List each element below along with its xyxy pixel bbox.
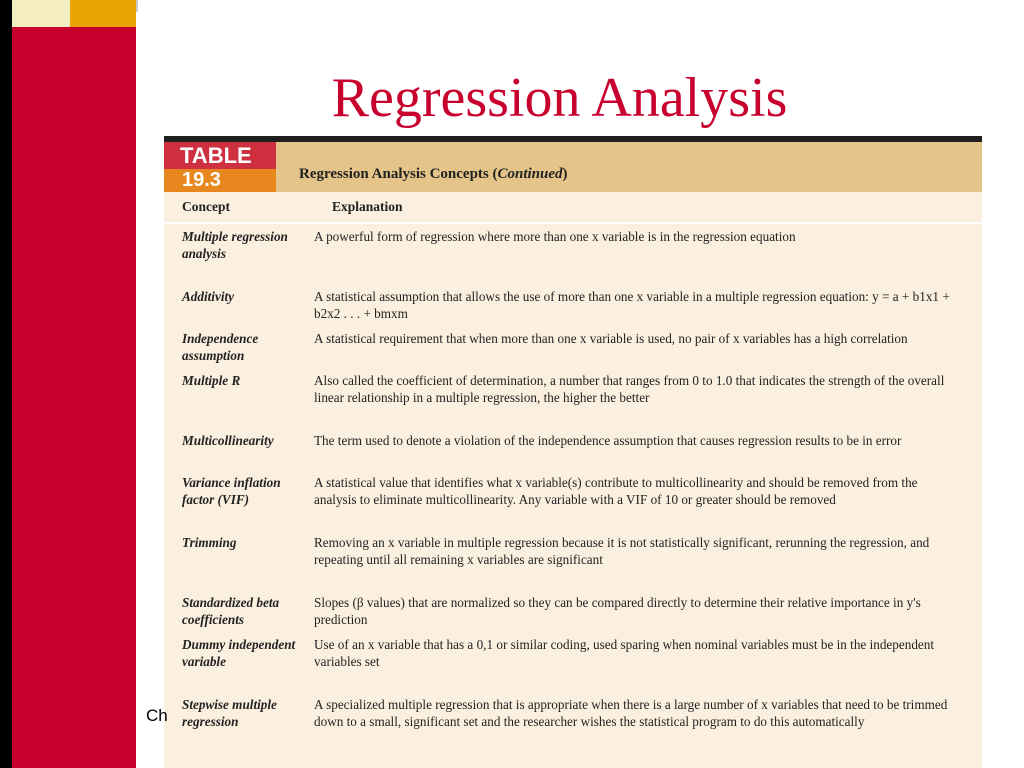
- column-headers: [164, 192, 982, 224]
- table-header: [164, 142, 982, 192]
- table-label-number: 19.3: [164, 169, 276, 192]
- concept-cell: Independence assumption: [182, 331, 259, 363]
- concept-cell: Standardized beta coefficients: [182, 595, 280, 627]
- concept-cell: Stepwise multiple regression: [182, 697, 277, 729]
- table-row: [164, 330, 982, 372]
- column-header-explanation: Explanation: [332, 199, 403, 214]
- explanation-cell: A specialized multiple regression that is appropriate when there is a large number of x variables that need to be trimmed down to a small, significant set and the researcher wishes the statistical program to do this automatically: [314, 697, 948, 729]
- table-caption: Regression Analysis Concepts (Continued): [299, 166, 568, 182]
- explanation-cell: A statistical requirement that when more than one x variable is used, no pair of x variables has a high correlation: [314, 331, 908, 346]
- corner-orange-block: [70, 0, 136, 27]
- corner-yellow-block: [12, 0, 70, 27]
- concept-table: [164, 136, 982, 768]
- concept-cell: Variance inflation factor (VIF): [182, 475, 281, 507]
- explanation-cell: Slopes (β values) that are normalized so they can be compared directly to determine their relative importance in y's prediction: [314, 595, 921, 627]
- explanation-cell: Use of an x variable that has a 0,1 or similar coding, used sparing when nominal variables must be in the independent variables set: [314, 637, 935, 669]
- column-header-concept: Concept: [182, 199, 230, 214]
- explanation-cell: A statistical value that identifies what x variable(s) contribute to multicollinearity and should be removed from the analysis to eliminate multicollinearity. Any variable with a VIF of 10 or greater should be removed: [314, 475, 918, 507]
- table-body: [164, 224, 982, 756]
- table-row: [164, 372, 982, 432]
- explanation-cell: Removing an x variable in multiple regression because it is not statistically significant, rerunning the regression, and repeating until all remaining x variables are significant: [314, 535, 930, 567]
- table-row: [164, 696, 982, 756]
- table-row: [164, 474, 982, 534]
- table-row: [164, 594, 982, 636]
- table-row: [164, 636, 982, 696]
- table-row: [164, 432, 982, 474]
- concept-cell: Dummy independent variable: [182, 637, 296, 669]
- table-row: [164, 534, 982, 594]
- divider-line: [136, 0, 138, 12]
- slide-title: Regression Analysis: [331, 67, 788, 129]
- table-row: [164, 288, 982, 330]
- explanation-cell: A powerful form of regression where more than one x variable is in the regression equation: [314, 229, 796, 244]
- concept-cell: Additivity: [182, 289, 235, 304]
- concept-cell: Trimming: [182, 535, 237, 550]
- concept-cell: Multicollinearity: [182, 433, 274, 448]
- explanation-cell: Also called the coefficient of determination, a number that ranges from 0 to 1.0 that indicates the strength of the overall linear relationship in a multiple regression, the higher the better: [314, 373, 945, 405]
- explanation-cell: A statistical assumption that allows the use of more than one x variable in a multiple regression equation: y = a + b1x1 + b2x2 . . . + bmxm: [314, 289, 950, 321]
- explanation-cell: The term used to denote a violation of the independence assumption that causes regression results to be in error: [314, 433, 902, 448]
- footer-text-fragment: Ch: [146, 706, 168, 725]
- concept-cell: Multiple R: [182, 373, 241, 388]
- table-row: [164, 228, 982, 288]
- concept-cell: Multiple regression analysis: [182, 229, 288, 261]
- table-label-word: TABLE: [164, 142, 276, 169]
